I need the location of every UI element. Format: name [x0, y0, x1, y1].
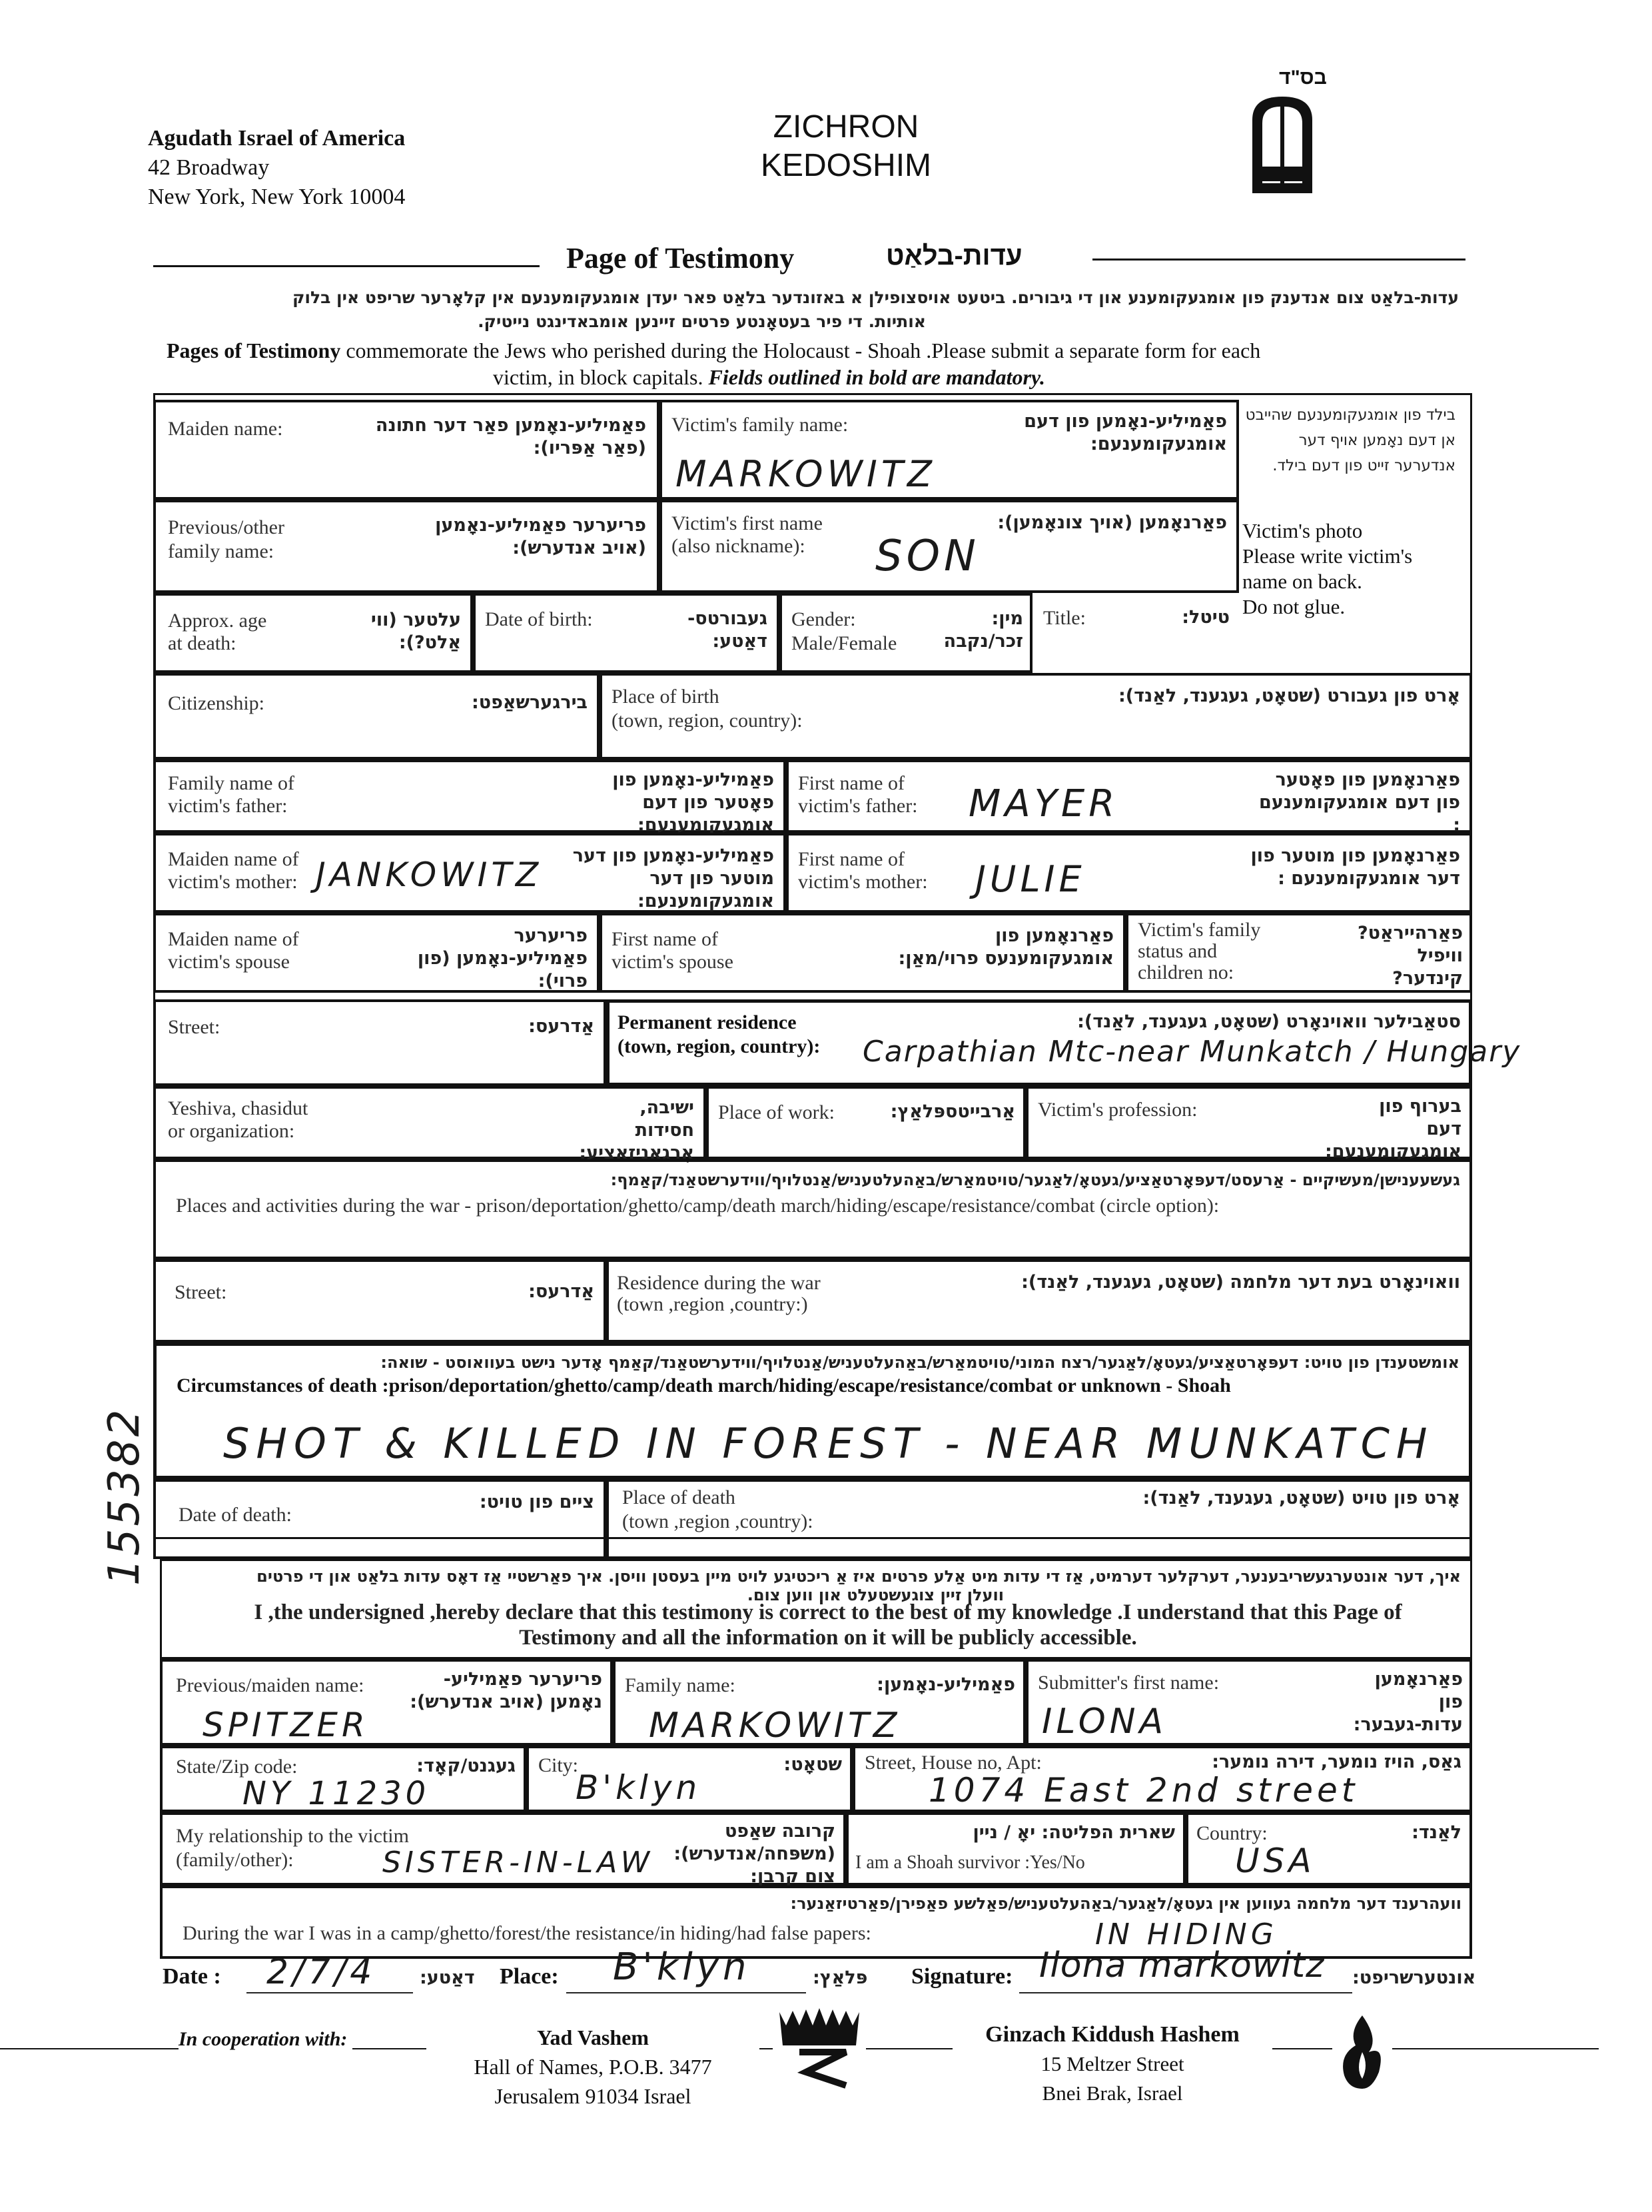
- age-heb: עלטער (ווי אַלט?):: [370, 610, 461, 653]
- mother-first-label2: victim's mother:: [798, 871, 928, 893]
- gender-heb: מין: זכר/נקבה: [943, 608, 1023, 652]
- mother-maiden-heb: פאַמיליע-נאָמען פון דער מוטער פון דער אומגעקומענעם:: [572, 845, 774, 911]
- declaration-en2: Testimony and all the information on it will be publicly accessible.: [519, 1626, 1137, 1650]
- first-name-label: Victim's first name: [671, 512, 823, 534]
- war-residence-field[interactable]: [606, 1259, 1472, 1343]
- first-name-value: SON: [875, 532, 980, 581]
- mother-first-value: JULIE: [975, 858, 1086, 900]
- sub-country-heb: לאַנד:: [1412, 1822, 1461, 1843]
- intro-english: [167, 337, 1472, 390]
- title-rule-left: [153, 265, 540, 267]
- war-res-heb: וואוינאָרט בעת דער מלחמה (שטאָט, געגענד, לאַנד):: [1021, 1272, 1460, 1293]
- date-of-death-field[interactable]: [153, 1479, 606, 1559]
- age-label: Approx. age: [168, 610, 267, 632]
- gender-options: Male/Female: [791, 632, 897, 654]
- submitter-relationship-field[interactable]: [160, 1812, 846, 1886]
- photo-note: [1242, 518, 1455, 620]
- family-status-label: [1138, 919, 1260, 983]
- sub-prev-label: Previous/maiden name:: [176, 1674, 364, 1696]
- margin-number: 155382: [100, 1406, 149, 1586]
- victim-family-heb: פאַמיליע-נאָמען פון דעם אומגעקומענעם:: [1024, 411, 1227, 454]
- survivor-heb: שארית הפליטה: יאָ / ניין: [973, 1822, 1175, 1843]
- yeshiva-label2: or organization:: [168, 1120, 295, 1142]
- family-status-l1: Victim's family: [1138, 919, 1261, 941]
- title-heb: טיטל:: [1182, 607, 1230, 628]
- yeshiva-field[interactable]: [153, 1086, 706, 1163]
- title-field[interactable]: [1032, 593, 1239, 673]
- title-line1: ZICHRON: [773, 109, 919, 145]
- intro-mandatory: Fields outlined in bold are mandatory.: [708, 365, 1046, 389]
- sub-country-label: Country:: [1196, 1822, 1268, 1844]
- title-line2: KEDOSHIM: [760, 148, 932, 183]
- sub-street-value: 1074 East 2nd street: [929, 1771, 1359, 1810]
- spouse-first-heb: פאַרנאָמען פון אומגעקומענעס פרוי/מאַן:: [898, 925, 1114, 969]
- war-status-value: IN HIDING: [1095, 1918, 1278, 1951]
- war-res-label: Residence during the war: [617, 1272, 821, 1294]
- submitter-family-name-field[interactable]: [613, 1659, 1026, 1746]
- family-status-l2: status and: [1138, 940, 1218, 962]
- father-first-heb: פאַרנאָמען פון פאָטער פון דעם אומגעקומענעם :: [1259, 770, 1460, 835]
- sub-first-label: Submitter's first name:: [1038, 1672, 1220, 1694]
- sub-street-label: Street, House no, Apt:: [865, 1752, 1042, 1774]
- circ-label-text: Circumstances of death :prison/deportation/ghetto/camp/death march/hiding/escape/resistance/combat or unknown - Shoah: [177, 1375, 1231, 1396]
- war-activities-heb: געשעענישן/מעשיקיים - אַרעסט/דעפּאָרטאַציע/געטאָ/לאַגער/טויטמאַרש/באַהעלטעניש/אַנטלויף/ווידערשטאַנד/קאַמף:: [610, 1171, 1460, 1189]
- dod-label: Date of death:: [179, 1504, 292, 1526]
- perm-res-heb: סטאַבילער וואוינאָרט (שטאָט, געגענד, לאַנד):: [1077, 1011, 1461, 1032]
- approx-age-field[interactable]: [153, 593, 473, 673]
- page-title: Page of Testimony: [566, 242, 795, 275]
- sub-family-heb: פאַמיליע-נאָמען:: [877, 1674, 1015, 1695]
- gender-label: Gender:: [791, 608, 856, 630]
- pob-heb: אָרט פון געבורט (שטאָט, געגענד, לאַנד):: [1118, 686, 1460, 706]
- date-line: [246, 1992, 413, 1993]
- org-city: New York, New York 10004: [148, 185, 406, 209]
- place-value: B'klyn: [613, 1945, 751, 1989]
- intro-rest-1: commemorate the Jews who perished during the Holocaust - Shoah .Please submit a separate form for each: [340, 338, 1261, 362]
- street-label: Street:: [168, 1016, 220, 1038]
- circ-label: [177, 1374, 1231, 1398]
- victim-first-name-field[interactable]: [659, 500, 1239, 593]
- sub-zip-value: NY 11230: [242, 1775, 430, 1812]
- signature-heb: אונטערשריפט:: [1352, 1967, 1476, 1988]
- sub-prev-value: SPITZER: [203, 1706, 369, 1744]
- gk-street: 15 Meltzer Street: [1040, 2052, 1184, 2075]
- place-line: [566, 1992, 806, 1993]
- place-label: Place:: [500, 1964, 559, 1989]
- tablets-logo: [1246, 93, 1319, 200]
- circ-value: SHOT & KILLED IN FOREST - NEAR MUNKATCH: [223, 1419, 1434, 1468]
- father-first-value: MAYER: [969, 782, 1119, 826]
- date-value: 2/7/4: [266, 1952, 376, 1992]
- family-status-heb: פאַרהייראַט? וויפיל קינדער?: [1357, 923, 1463, 989]
- street-heb: אַדרעס:: [528, 1016, 594, 1037]
- submitter-prev-name-field[interactable]: [160, 1659, 613, 1746]
- spouse-first-name-field[interactable]: [600, 913, 1126, 993]
- dod-heb: ציים פון טויט:: [479, 1492, 594, 1512]
- mother-first-heb: פאַרנאָמען פון מוטער פון דער אומגעקומענעם :: [1250, 845, 1460, 889]
- declaration-heb1: איך, דער אונטערגעשריבענער, דערקלער דערמיט, אַז די עדות מיט אַלע פרטים איז אַ ריכטיגע לויט מיין בעסטן וויסן. איך פאַרשטיי אַז דאָס עדות בלאַט און די פרטים: [256, 1567, 1461, 1586]
- sub-country-value: USA: [1235, 1842, 1316, 1880]
- photo-area: [1242, 402, 1455, 620]
- pod-label: Place of death: [622, 1486, 735, 1508]
- profession-heb: בערוף פון דעם אומגעקומענעם:: [1325, 1096, 1461, 1162]
- place-of-birth-field[interactable]: [600, 673, 1472, 760]
- signature-label: Signature:: [911, 1964, 1013, 1989]
- intro-rest-2: victim, in block capitals.: [493, 365, 709, 389]
- sub-zip-label: State/Zip code:: [176, 1756, 298, 1778]
- date-of-birth-field[interactable]: [473, 593, 779, 673]
- profession-field[interactable]: [1026, 1086, 1472, 1162]
- submitter-state-zip-field[interactable]: [160, 1746, 526, 1812]
- spouse-maiden-heb: פריערער פאַמיליע-נאָמען (פון פרוי):: [417, 925, 588, 991]
- circ-heb: אומשטענדן פון טויט: דעפּאָרטאַציע/געטאָ/לאַגער/רצח המוני/טויטמאַרש/באַהעלטעניש/אַנטלויף/ווידערשטאַנד/קאַמף אָדער נישט בעוואוסט - שואה:: [380, 1353, 1459, 1372]
- page-title-heb: עדות-בלאַט: [886, 241, 1023, 271]
- sub-city-heb: שטאָט:: [783, 1754, 842, 1775]
- father-first-name-field[interactable]: [786, 760, 1472, 833]
- sub-first-value: ILONA: [1042, 1702, 1168, 1742]
- gender-field[interactable]: [779, 593, 1032, 673]
- sub-city-value: B'klyn: [576, 1768, 701, 1807]
- permanent-residence-field[interactable]: [606, 999, 1521, 1086]
- victim-family-value: MARKOWITZ: [675, 453, 936, 495]
- intro-bold: Pages of Testimony: [167, 338, 341, 362]
- maiden-name-heb: פאַמיליע-נאָמען פאַר דער חתונה (פאַר אַפּריו):: [375, 415, 646, 458]
- sub-prev-heb: פריערער פאַמיליע- נאָמען (אויב אנדערש):: [410, 1669, 602, 1712]
- father-first-label: First name of: [798, 772, 905, 794]
- sub-rel-label: My relationship to the victim: [176, 1825, 409, 1847]
- citizenship-field[interactable]: [153, 673, 600, 760]
- photo-yiddish: בילד פון אומגעקומענעם שהייבט אן דעם נאָמען אויף דער אנדערער זייט פון דעם בילד.: [1245, 406, 1455, 474]
- mother-maiden-label: Maiden name of: [168, 848, 299, 870]
- survivor-field[interactable]: [846, 1812, 1186, 1886]
- spouse-first-label: First name of: [612, 928, 718, 950]
- sub-zip-heb: געגנט/קאָד:: [416, 1756, 516, 1776]
- intro-yiddish-1: עדות-בלאַט צום אנדענק פון אומגעקומענע און די גיבורים. ביטעט אויסצופילן א באזונדער בלאַט פאר יעדן אומגעקומענעם אין קלאָרער שריפט אין בלוק: [292, 288, 1459, 307]
- war-street-label: Street:: [175, 1281, 227, 1303]
- victim-family-name-field[interactable]: [659, 400, 1239, 500]
- flame-logo: [1332, 2012, 1392, 2092]
- gk-name: Ginzach Kiddush Hashem: [953, 2020, 1272, 2049]
- circumstances-of-death-field[interactable]: [153, 1343, 1472, 1479]
- org-name: Agudath Israel of America: [148, 126, 406, 151]
- spouse-maiden-name-field[interactable]: [153, 913, 600, 993]
- citizenship-heb: בירגערשאַפט:: [472, 692, 588, 713]
- maiden-name-label: Maiden name:: [168, 418, 283, 440]
- title-label: Title:: [1043, 607, 1086, 629]
- sub-family-label: Family name:: [625, 1674, 735, 1696]
- sub-street-heb: גאַס, הויז נומער, דירה נומער:: [1212, 1752, 1461, 1772]
- previous-family-name-field[interactable]: [153, 500, 659, 593]
- prev-family-label: Previous/other: [168, 516, 284, 538]
- submitter-first-name-field[interactable]: [1026, 1659, 1472, 1746]
- mother-maiden-name-field[interactable]: [153, 833, 786, 913]
- father-family-label: Family name of: [168, 772, 294, 794]
- father-family-heb: פאַמיליע-נאָמען פון פאָטער פון דעם אומגעקומענעם:: [612, 770, 774, 835]
- father-first-label2: victim's father:: [798, 795, 918, 817]
- org-street: 42 Broadway: [148, 155, 270, 180]
- sub-city-label: City:: [538, 1754, 579, 1776]
- yad-vashem-logo: [773, 2005, 866, 2092]
- pod-heb: אָרט פון טויט (שטאָט, געגענד, לאַנד):: [1142, 1488, 1460, 1508]
- sub-rel-label2: (family/other):: [176, 1849, 294, 1871]
- perm-res-label2: (town, region, country):: [618, 1035, 821, 1057]
- dob-label: Date of birth:: [485, 608, 593, 630]
- work-heb: אַרבייטספּלאַץ:: [890, 1101, 1015, 1122]
- first-name-heb: פאַרנאָמען (אויך צונאָמען):: [997, 512, 1227, 533]
- war-activities-label: Places and activities during the war - prison/deportation/ghetto/camp/death march/hiding/escape/resistance/combat (circle option):: [176, 1195, 1220, 1217]
- signature-line: [1019, 1992, 1352, 1993]
- pod-label2: (town ,region ,country):: [622, 1510, 813, 1532]
- spouse-maiden-label2: victim's spouse: [168, 951, 290, 973]
- cooperation-label: In cooperation with:: [179, 2028, 352, 2051]
- pob-label2: (town, region, country):: [612, 710, 803, 732]
- war-activities-field[interactable]: [153, 1159, 1472, 1259]
- yad-vashem-address: [426, 2023, 759, 2111]
- submitter-street-field[interactable]: [853, 1746, 1472, 1812]
- sub-rel-value: SISTER-IN-LAW: [382, 1846, 654, 1880]
- date-heb: דאַטע:: [420, 1967, 475, 1988]
- ginzach-address: [953, 2020, 1272, 2108]
- submitter-country-field[interactable]: [1186, 1812, 1472, 1886]
- submitter-city-field[interactable]: [526, 1746, 853, 1812]
- war-street-field[interactable]: [153, 1259, 606, 1343]
- war-res-label2: (town ,region ,country:): [617, 1293, 808, 1315]
- form-title: [706, 108, 986, 185]
- photo-line3: name on back.: [1242, 570, 1362, 593]
- prev-family-label2: family name:: [168, 540, 274, 562]
- father-family-label2: victim's father:: [168, 795, 288, 817]
- victim-family-label: Victim's family name:: [671, 414, 849, 436]
- declaration-english: [215, 1600, 1441, 1650]
- yeshiva-label: Yeshiva, chasidut: [168, 1097, 308, 1119]
- bsd-mark: בס"ד: [1279, 67, 1327, 89]
- yv-name: Yad Vashem: [426, 2023, 759, 2052]
- citizenship-label: Citizenship:: [168, 692, 264, 714]
- work-label: Place of work:: [718, 1101, 835, 1123]
- mother-maiden-label2: victim's mother:: [168, 871, 298, 893]
- yeshiva-heb: ישיבה, חסידות אָרגאַניזאַציע:: [579, 1097, 694, 1163]
- sub-family-value: MARKOWITZ: [649, 1706, 901, 1746]
- pob-label: Place of birth: [612, 686, 719, 708]
- place-of-death-field[interactable]: [606, 1479, 1472, 1559]
- place-of-work-field[interactable]: [706, 1086, 1026, 1159]
- father-family-name-field[interactable]: [153, 760, 786, 833]
- photo-line1: Victim's photo: [1242, 519, 1363, 542]
- perm-res-value: Carpathian Mtc-near Munkatch / Hungary: [863, 1035, 1521, 1069]
- title-rule-right: [1092, 259, 1465, 261]
- org-address: [148, 124, 405, 212]
- date-label: Date :: [163, 1964, 221, 1989]
- first-name-label2: (also nickname):: [671, 535, 805, 557]
- profession-label: Victim's profession:: [1038, 1099, 1198, 1121]
- age-label2: at death:: [168, 632, 236, 654]
- sub-rel-heb: קרובה שאַפט (משפּחה/אנדערש): צום קרבן:: [673, 1821, 835, 1887]
- survivor-label: I am a Shoah survivor :Yes/No: [855, 1852, 1085, 1873]
- mother-first-label: First name of: [798, 848, 905, 870]
- declaration-en1: I ,the undersigned ,hereby declare that this testimony is correct to the best of my knowledge .I understand that this Page of: [254, 1600, 1402, 1624]
- war-status-heb: וועהרענד דער מלחמה געווען אין געטאָ/לאַגער/באַהעלטעניש/פאַלשע פאַפירן/פאַרטיזאַנער:: [790, 1894, 1461, 1913]
- yv-city: Jerusalem 91034 Israel: [494, 2084, 691, 2108]
- sub-first-heb: פאַרנאָמען פון עדות-געבער:: [1353, 1669, 1463, 1735]
- mother-maiden-value: JANKOWITZ: [316, 855, 543, 894]
- spouse-maiden-label: Maiden name of: [168, 928, 299, 950]
- war-street-heb: אַדרעס:: [528, 1281, 594, 1302]
- photo-line2: Please write victim's: [1242, 544, 1413, 568]
- signature-value: Ilona markowitz: [1039, 1945, 1325, 1985]
- dob-heb: געבורטס- דאַטע:: [687, 608, 767, 652]
- gk-city: Bnei Brak, Israel: [1042, 2081, 1183, 2105]
- family-status-field[interactable]: [1126, 913, 1472, 993]
- declaration-box: [160, 1559, 1472, 1659]
- spouse-first-label2: victim's spouse: [612, 951, 733, 973]
- photo-line4: Do not glue.: [1242, 595, 1346, 618]
- maiden-name-field[interactable]: [153, 400, 659, 500]
- mother-first-name-field[interactable]: [786, 833, 1472, 913]
- intro-yiddish-2: אותיות. די פיר בעטאָנטע פרטים זיינען אומבאדינגט נייטיק.: [478, 312, 926, 331]
- place-heb: פּלאַץ:: [813, 1967, 868, 1988]
- prev-family-heb: פריערער פאַמיליע-נאָמען (אויב אנדערש):: [435, 515, 646, 558]
- yv-pob: Hall of Names, P.O.B. 3477: [474, 2055, 712, 2079]
- war-status-label: During the war I was in a camp/ghetto/forest/the resistance/in hiding/had false papers:: [183, 1922, 871, 1944]
- family-status-l3: children no:: [1138, 961, 1234, 983]
- street-field[interactable]: [153, 999, 606, 1086]
- declaration-heb2: וועלן זיין צוגעשטעלט און ווען צום.: [747, 1586, 1004, 1604]
- perm-res-label: Permanent residence: [618, 1011, 797, 1033]
